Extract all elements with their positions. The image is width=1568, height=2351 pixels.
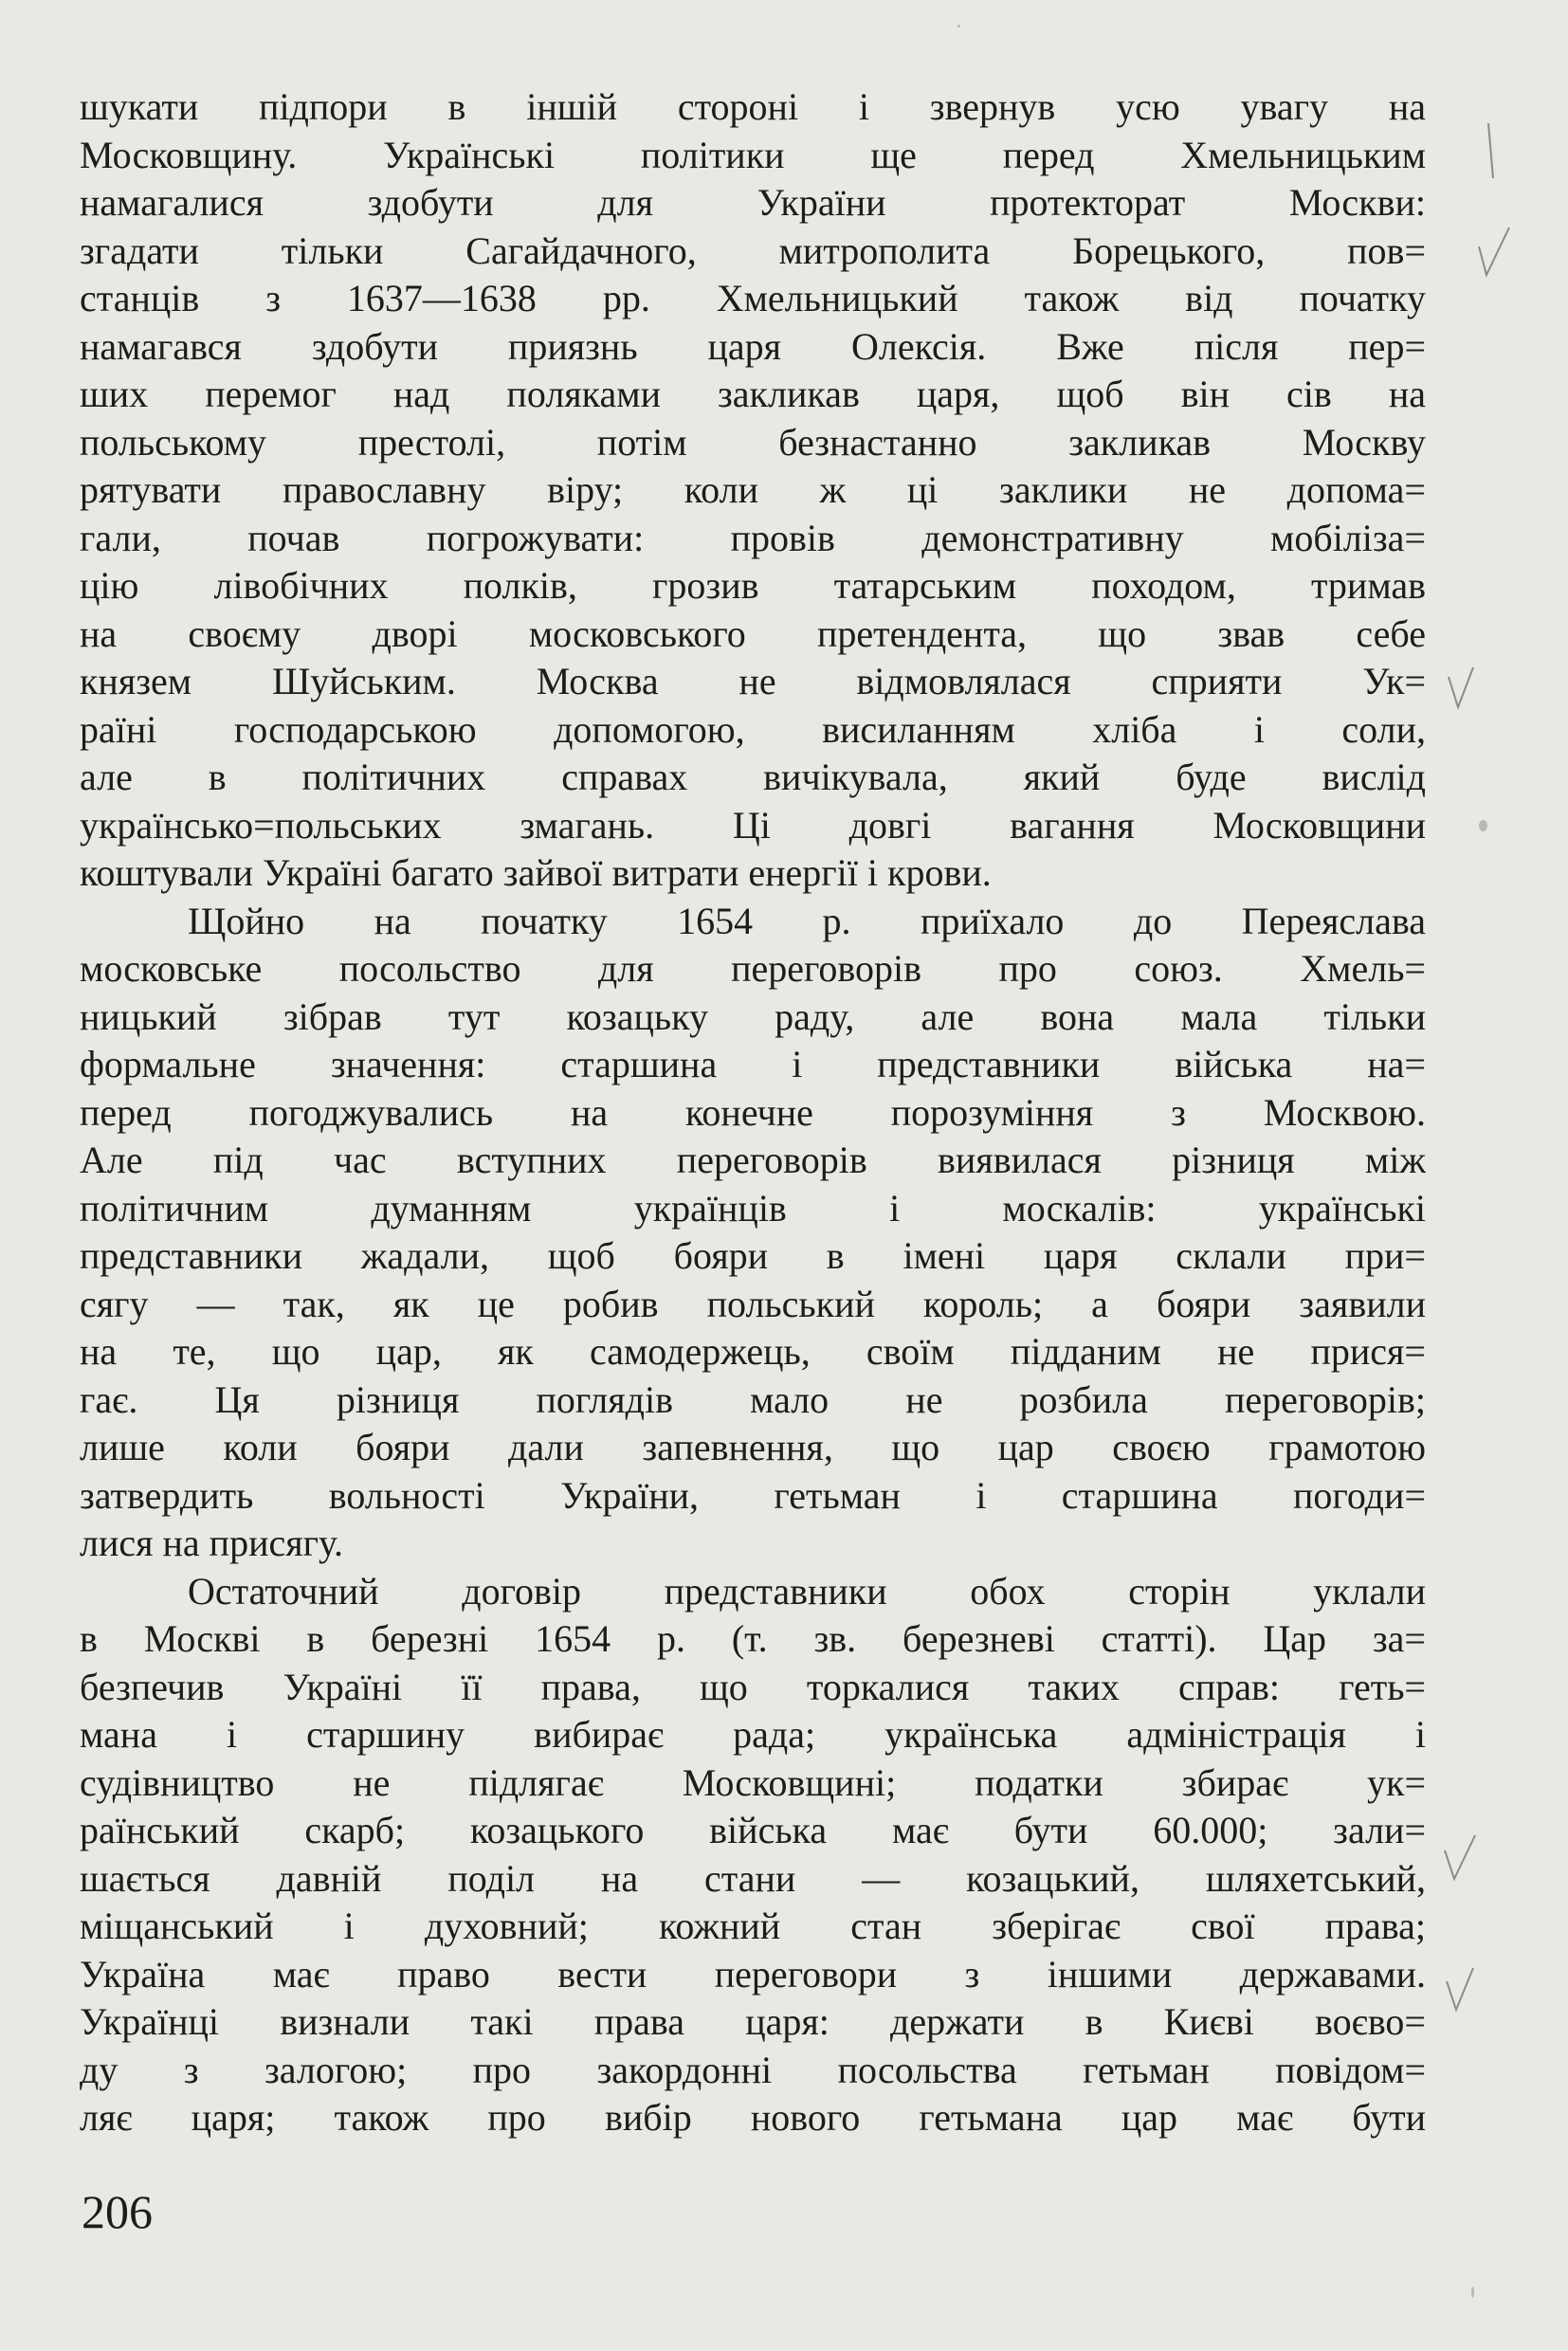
text-line: станців з 1637—1638 рр. Хмельницький також від початку — [80, 277, 1426, 319]
paper-speck — [957, 25, 960, 27]
text-line: гає. Ця різниця поглядів мало не розбила переговорів; — [80, 1377, 1426, 1421]
text-line: гали, почав погрожувати: провів демонстративну мобіліза= — [80, 516, 1426, 559]
paper-speck — [1479, 820, 1487, 831]
text-line: судівництво не підлягає Московщині; податки збирає ук= — [80, 1760, 1426, 1804]
text-line: Українці визнали такі права царя: держати в Києві воєво= — [80, 2000, 1426, 2043]
body-text — [80, 83, 1426, 2142]
text-line: Остаточний договір представники обох сторін уклали — [188, 1569, 1426, 1613]
text-line: в Москві в березні 1654 р. (т. зв. березневі статті). Цар за= — [80, 1617, 1426, 1660]
text-line: князем Шуйським. Москва не відмовлялася сприяти Ук= — [80, 660, 1426, 702]
text-line: Щойно на початку 1654 р. приїхало до Переяслава — [188, 899, 1426, 942]
text-line: українсько=польських змагань. Ці довгі вагання Московщини — [80, 803, 1426, 847]
text-line: Україна має право вести переговори з іншими державами. — [80, 1952, 1426, 1996]
pencil-check-mark — [1485, 123, 1502, 174]
paper-speck — [1471, 2287, 1474, 2298]
text-line: представники жадали, щоб бояри в імені царя склали при= — [80, 1234, 1426, 1277]
text-line: ницький зібрав тут козацьку раду, але вона мала тільки — [80, 994, 1426, 1038]
pencil-check-mark — [1477, 228, 1494, 279]
text-line: ших перемог над поляками закликав царя, щоб він сів на — [80, 373, 1426, 415]
text-line: політичним думанням українців і москалів: українські — [80, 1186, 1426, 1230]
text-line: намагався здобути приязнь царя Олексія. Вже після пер= — [80, 324, 1426, 368]
pencil-check-mark — [1441, 1830, 1458, 1881]
pencil-check-mark — [1441, 1962, 1458, 2014]
text-line: шається давній поділ на стани — козацький, шляхетський, — [80, 1856, 1426, 1900]
text-line: раїнський скарб; козацького війська має бути 60.000; зали= — [80, 1809, 1426, 1851]
text-line: ляє царя; також про вибір нового гетьмана цар має бути — [80, 2096, 1426, 2139]
text-line: лише коли бояри дали запевнення, що цар своєю грамотою — [80, 1426, 1426, 1468]
text-line: московське посольство для переговорів про союз. Хмель= — [80, 947, 1426, 990]
text-line: формальне значення: старшина і представники війська на= — [80, 1043, 1426, 1085]
text-line: згадати тільки Сагайдачного, митрополита Борецького, пов= — [80, 228, 1426, 272]
text-line: перед погоджувались на конечне порозуміння з Москвою. — [80, 1090, 1426, 1134]
text-line: затвердить вольності України, гетьман і старшина погоди= — [80, 1473, 1426, 1517]
text-line: польському престолі, потім безнастанно закликав Москву — [80, 420, 1426, 464]
text-line: коштували Україні багато зайвої витрати енергії і крови. — [80, 851, 992, 894]
text-line: лися на присягу. — [80, 1522, 344, 1564]
text-line: на те, що цар, як самодержець, своїм підданим не прися= — [80, 1330, 1426, 1373]
text-line: сягу — так, як це робив польський король; а бояри заявили — [80, 1282, 1426, 1325]
text-line: мана і старшину вибирає рада; українська адміністрація і — [80, 1713, 1426, 1756]
text-line: Але під час вступних переговорів виявилася різниця між — [80, 1139, 1426, 1181]
text-line: шукати підпори в іншій стороні і звернув усю увагу на — [80, 85, 1426, 128]
text-line: безпечив Україні її права, що торкалися таких справ: геть= — [80, 1665, 1426, 1708]
text-line: намагалися здобути для України протекторат Москви: — [80, 181, 1426, 224]
text-line: на своєму дворі московського претендента, що звав себе — [80, 611, 1426, 655]
pencil-check-mark — [1441, 664, 1458, 715]
text-line: раїні господарською допомогою, висиланням хліба і соли, — [80, 707, 1426, 751]
text-line: але в політичних справах вичікувала, який буде вислід — [80, 756, 1426, 798]
text-line: рятувати православну віру; коли ж ці заклики не допома= — [80, 468, 1426, 511]
text-line: цію лівобічних полків, грозив татарським походом, тримав — [80, 564, 1426, 607]
text-line: міщанський і духовний; кожний стан зберігає свої права; — [80, 1904, 1426, 1947]
text-line: ду з залогою; про закордонні посольства гетьман повідом= — [80, 2048, 1426, 2091]
text-line: Московщину. Українські політики ще перед Хмельницьким — [80, 133, 1426, 176]
page-number: 206 — [82, 2185, 153, 2238]
